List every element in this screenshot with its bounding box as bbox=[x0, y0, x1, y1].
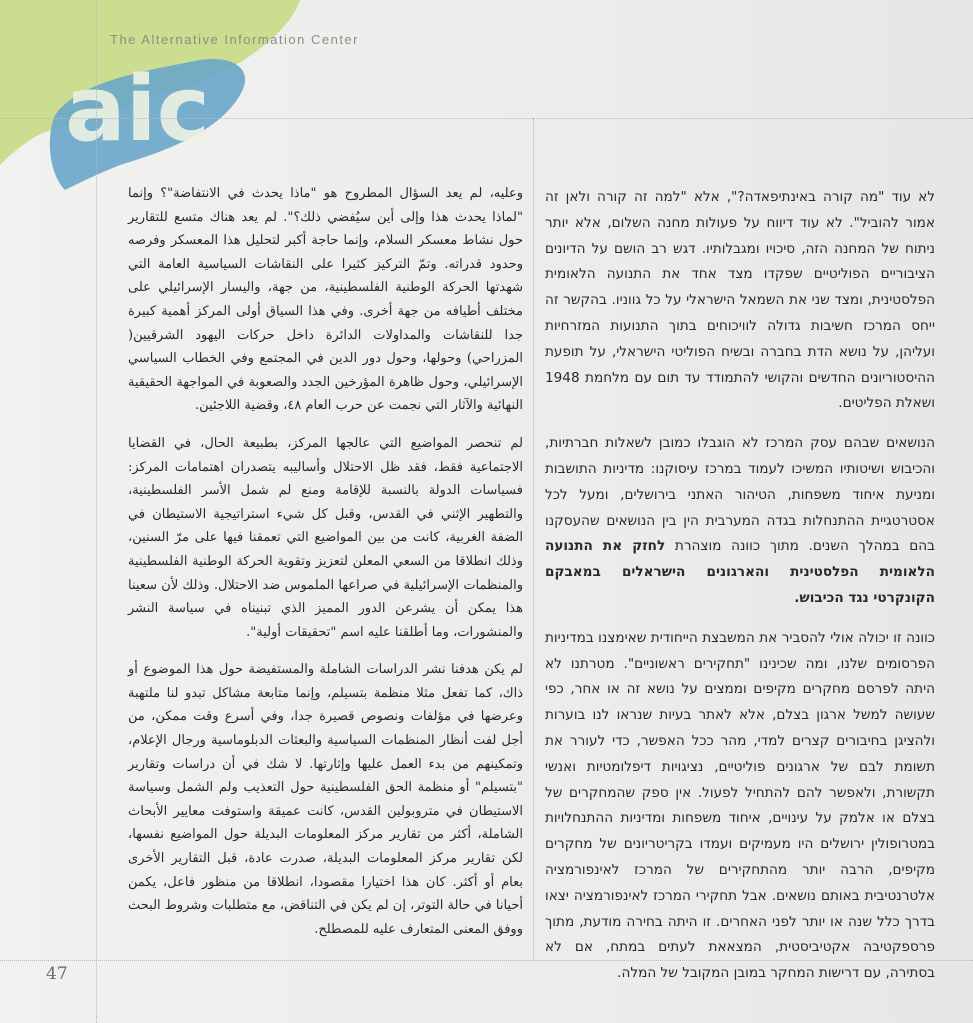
hebrew-paragraph-2-text: הנושאים שבהם עסק המרכז לא הוגבלו כמובן לשאלות חברתיות, והכיבוש ושיטותיו המשיכו לעמוד במרכז עיסוקנו: מדיניות התושבות ומניעת איחוד משפחות, הטיהור האתני בירושלים, ומעל לכל אסטרטגיית ההתנחלות בגדה המערבית הין בין הנושאים שהעסקנו בהם במהלך השנים. מתוך כוונה מוצהרת bbox=[545, 435, 935, 555]
left-margin-line bbox=[96, 0, 97, 1023]
hebrew-column bbox=[545, 185, 935, 1001]
column-divider bbox=[533, 118, 534, 960]
arabic-column bbox=[128, 182, 523, 955]
hebrew-paragraph-3: כוונה זו יכולה אולי להסביר את המשבצת הייחודית שאימצנו במדיניות הפרסומים שלנו, ומה שכינינו "תחקירים ראשוניים". מטרתנו לא היתה לפרסם מחקרים מקיפים וממצים על נושא זה או אחר, כפי שעושה למשל ארגון בצלם, אלא לאתר בעיות שנראו לנו בוערות ולהציגן בחיבורים קצרים למדי, מהר ככל האפשר, כדי לעורר את תשומת לבם של ארגונים פוליטיים, נציגויות דיפלומטיות ואנשי תקשורת, ולאפשר להם להתחיל לפעול. אין ספק שהמחקרים של בצלם או אלמק על עינויים, איחוד משפחות ומדיניות ההתנחלויות במטרופולין ירושלים היו מעמיקים ועמדו בקריטריונים של מחקרים מקיפים, הרבה יותר מהתחקירים של המרכז לאינפורמציה אלטרנטיבית באותם נושאים. אבל תחקירי המרכז לאינפורמציה יצאו בדרך כלל שנה או יותר לפני האחרים. זו היתה בחירה מודעת, מתוך פרספקטיבה אקטיביסטית, המצאאת לעתים במתח, אם לא בסתירה, עם דרישות המחקר במובן המקובל של המלה. bbox=[545, 629, 935, 982]
page-number: 47 bbox=[46, 964, 68, 984]
hebrew-paragraph-2 bbox=[545, 431, 935, 612]
svg-text:aic: aic bbox=[65, 57, 210, 162]
org-header: The Alternative Information Center bbox=[110, 32, 359, 47]
arabic-paragraph-2: لم تنحصر المواضيع التي عالجها المركز، بطبيعة الحال، في القضايا الاجتماعية فقط، فقد ظل الاحتلال وأساليبه يتصدران اهتمامات المركز: فسياسات الدولة بالنسبة للإقامة ومنع لم شمل الأسر الفلسطينية، والتطهير الإثني في القدس، وقبل كل شيء استراتيجية الاستيطان في الضفة الغربية، كانت من بين المواضيع التي تعمقنا فيها على مرّ السنين، وذلك انطلاقا من السعي المعلن لتعزيز وتقوية الحركة الوطنية الفلسطينية والمنظمات الإسرائيلية في صراعها الملموس ضد الاحتلال. وذلك لأن سعينا هذا يمكن أن يشرعن الدور المميز الذي تبنيناه في سياسة النشر والمنشورات، وما أطلقنا عليه اسم "تحقيقات أولية". bbox=[128, 435, 523, 640]
top-divider bbox=[0, 118, 973, 119]
arabic-paragraph-1: وعليه، لم يعد السؤال المطروح هو "ماذا يحدث في الانتفاضة"؟ وإنما "لماذا يحدث هذا وإلى أين سيُفضي ذلك؟". لم يعد هناك متسع للتقارير حول نشاط معسكر السلام، وإنما حاجة أكبر لتحليل هذا المعسكر وفرصه وحدود قدراته. وتمّ التركيز كثيرا على النقاشات السياسية العامة التي شهدتها الحركة الوطنية الفلسطينية، من جهة، واليسار الإسرائيلي على مختلف أطيافه من جهة أخرى. وفي هذا السياق أولى المركز أهمية كبيرة جدا للنقاشات والمداولات الدائرة داخل حركات اليهود الشرقيين( المزراحي) وحولها، وحول دور الدين في المجتمع وفي الخطاب السياسي الإسرائيلي، وحول ظاهرة المؤرخين الجدد والصعوبة في المواجهة الحقيقية النهائية والآثار التي نجمت عن حرب العام ٤٨، وقضية اللاجئين. bbox=[128, 186, 523, 414]
aic-logo bbox=[0, 0, 300, 200]
hebrew-paragraph-1: לא עוד "מה קורה באינתיפאדה?", אלא "למה זה קורה ולאן זה אמור להוביל". לא עוד דיווח על פעולות מחנה השלום, אלא יותר ניתוח של המחנה הזה, סיכויו ומגבלותיו. דגש רב הושם על הדיונים הציבוריים הפוליטיים שפקדו מצד אחד את התנועה הלאומית הפלסטינית, ומצד שני את השמאל הישראלי על כל גווניו. בהקשר זה ייחס המרכז חשיבות גדולה לוויכוחים בתוך התנועות המזרחיות ועליהן, על נושא הדת בחברה ובשיח הפוליטי הישראלי, על תופעת ההיסטוריונים החדשים והקושי להתמודד עד תום עם מלחמת 1948 ושאלת הפליטים. bbox=[545, 189, 935, 412]
hebrew-paragraph-2-emphasis: לחזק את התנועה הלאומית הפלסטינית והארגונים הישראלים במאבקם הקונקרטי נגד הכיבוש. bbox=[545, 538, 935, 606]
arabic-paragraph-3: لم يكن هدفنا نشر الدراسات الشاملة والمستفيضة حول هذا الموضوع أو ذاك، كما تفعل مثلا منظمة بتسيلم، وإنما متابعة مشاكل تبدو لنا ملتهبة وعرضها في مؤلفات ونصوص قصيرة جدا، وفي أسرع وقت ممكن، من أجل لفت أنظار المنظمات السياسية والبعثات الدبلوماسية ورجال الإعلام، وتمكينهم من بدء العمل عليها وإثارتها. لا شك في أن دراسات وتقارير "بتسيلم" أو منظمة الحق الفلسطينية حول التعذيب ولم الشمل وسياسة الاستيطان في متروبولين القدس، كانت عميقة واستوفت معايير الأبحاث الشاملة، أكثر من تقارير مركز المعلومات البديلة حول المواضيع نفسها، لكن تقارير مركز المعلومات البديلة، صدرت عادة، قبل التقارير الأخرى بعام أو أكثر. كان هذا اختيارا مقصودا، انطلاقا من منظور فاعل، يكمن أحيانا في حالة التوتر، إن لم يكن في التناقض، مع متطلبات وشروط البحث ووفق المعنى المتعارف عليه للمصطلح. bbox=[128, 662, 523, 937]
